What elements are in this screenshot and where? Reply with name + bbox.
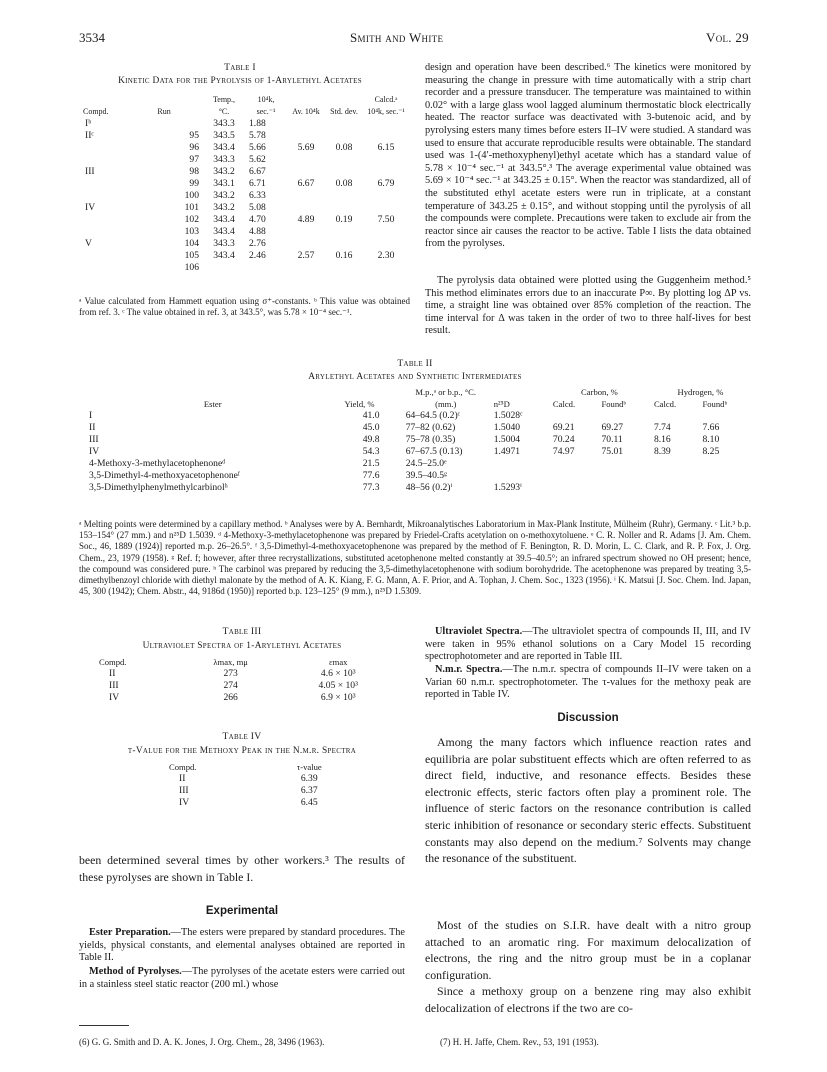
t1-calcd xyxy=(363,166,409,178)
t2-carbon-calcd xyxy=(549,410,598,422)
t1-calcd: 7.50 xyxy=(377,214,395,225)
t1-av xyxy=(287,262,325,274)
t1-k: 1.88 xyxy=(249,118,266,129)
t1-k: 5.78 xyxy=(249,130,266,141)
t1-av xyxy=(287,130,325,142)
table1 xyxy=(79,94,409,274)
t2-hydrogen-found xyxy=(698,482,751,494)
method-of-pyrolyses-text: —The pyrolyses of the acetate esters were carried out in a stainless steel static reactor (200 ml.) whose xyxy=(79,966,405,990)
t1-h-calcd: Calcd.ᵃ 10⁴k, sec.⁻¹ xyxy=(367,95,405,116)
t2-mp: 75–78 (0.35) xyxy=(405,434,456,445)
t1-h-std: Std. dev. xyxy=(330,107,358,116)
t1-temp: 343.2 xyxy=(213,166,235,177)
t4-compd: II xyxy=(179,773,186,784)
uv-paragraph: Ultraviolet Spectra.—The ultraviolet spectra of compounds II, III, and IV were taken in 95% ethanol solutions on a Cary Model 15 recording spectrophotometer and are reported in Table III. xyxy=(425,626,751,663)
table1-row xyxy=(79,262,409,274)
table1-row xyxy=(79,214,409,226)
t4-compd: III xyxy=(179,785,189,796)
t2-carbon-calcd xyxy=(549,470,598,482)
t3-h-compd: Compd. xyxy=(99,657,127,667)
t1-av xyxy=(287,190,325,202)
t1-compd xyxy=(79,190,153,202)
t1-temp: 343.3 xyxy=(213,118,235,129)
t2-hydrogen-found: 7.66 xyxy=(702,422,720,433)
t2-carbon-found xyxy=(597,482,649,494)
t1-std xyxy=(325,202,363,214)
t2-carbon-calcd xyxy=(549,458,598,470)
t2-carbon-found: 75.01 xyxy=(601,446,624,457)
t2-nd: 1.5040 xyxy=(493,422,521,433)
t1-std: 0.19 xyxy=(335,214,353,225)
table1-row xyxy=(79,130,409,142)
table2-row xyxy=(85,434,751,446)
table4 xyxy=(165,761,355,809)
t4-h-compd: Compd. xyxy=(169,762,197,772)
table3-row xyxy=(95,692,395,704)
t4-compd: IV xyxy=(179,797,190,808)
discussion-para-3: Since a methoxy group on a benzene ring may also exhibit delocalization of electrons if the two are co- xyxy=(425,984,751,1015)
t2-nd xyxy=(490,458,549,470)
discussion-para-1: Among the many factors which influence reaction rates and equilibria are polar substituent effects which are often referred to as direct field, inductive, and resonance effects. Besides these electronic effects, steric factors often play a prominent role. The influence of steric factors on the resonance contribution is called steric inhibition of resonance or secondary steric effects. Substituent constants may also depend on the medium.⁷ Solvents may change the resonance of the substituent. xyxy=(425,735,751,866)
ester-preparation: Ester Preparation.—The esters were prepared by standard procedures. The yields, physical constants, and elemental analyses obtained are reported in Table II. xyxy=(79,927,405,964)
t2-nd: 1.5293ⁱ xyxy=(493,482,522,493)
t2-yield: 21.5 xyxy=(362,458,380,469)
t2-mp: 39.5–40.5ᵍ xyxy=(405,470,447,481)
t1-run xyxy=(153,118,203,130)
t2-hydrogen-found xyxy=(698,470,751,482)
table2-caption: Arylethyl Acetates and Synthetic Intermediates xyxy=(308,372,522,382)
t1-temp: 343.5 xyxy=(213,130,235,141)
t1-calcd: 6.15 xyxy=(377,142,395,153)
t3-emax: 6.9 × 10³ xyxy=(320,692,356,703)
t2-ester: 3,5-Dimethyl-4-methoxyacetophenoneᶠ xyxy=(89,470,240,481)
t1-run: 96 xyxy=(189,142,199,153)
t1-temp: 343.3 xyxy=(213,154,235,165)
t1-std xyxy=(325,118,363,130)
t1-calcd xyxy=(363,238,409,250)
table4-title: Table IV xyxy=(222,731,262,742)
t1-k: 6.33 xyxy=(249,190,266,201)
t1-k xyxy=(245,262,287,274)
t2-ester: II xyxy=(89,422,96,433)
t2-carbon-found xyxy=(597,410,649,422)
t2-carbon-found: 70.11 xyxy=(601,434,623,445)
nmr-paragraph-text: —The n.m.r. spectra of compounds II–IV were taken on a Varian 60 n.m.r. spectrophotometer. The τ-values for the methoxy peak are reported in Table IV. xyxy=(425,664,751,701)
left-continuation: been determined several times by other workers.³ The results of these pyrolyses are shown in Table I. xyxy=(79,853,405,884)
t2-carbon-found: 69.27 xyxy=(601,422,624,433)
nmr-paragraph: N.m.r. Spectra.—The n.m.r. spectra of compounds II–IV were taken on a Varian 60 n.m.r. spectrophotometer. The τ-values for the methoxy peak are reported in Table IV. xyxy=(425,664,751,701)
t1-temp: 343.4 xyxy=(213,142,235,153)
t1-calcd: 2.30 xyxy=(377,250,395,261)
t2-ester: I xyxy=(89,410,93,421)
table1-row xyxy=(79,166,409,178)
table2-row xyxy=(85,482,751,494)
t1-std xyxy=(325,154,363,166)
volume-label: Vol. 29 xyxy=(706,30,749,45)
t2-yield: 49.8 xyxy=(362,434,380,445)
t2-yield: 77.3 xyxy=(362,482,380,493)
t1-compd xyxy=(79,154,153,166)
t2-nd xyxy=(490,470,549,482)
footnote-6: (6) G. G. Smith and D. A. K. Jones, J. Org. Chem., 28, 3496 (1963). xyxy=(79,1037,325,1047)
t2-ester: 3,5-Dimethylphenylmethylcarbinolʰ xyxy=(89,482,228,493)
t1-std xyxy=(325,238,363,250)
t2-yield: 77.6 xyxy=(362,470,380,481)
t1-av xyxy=(287,202,325,214)
t1-temp: 343.4 xyxy=(213,214,235,225)
table4-row xyxy=(165,773,355,785)
t1-compd xyxy=(79,226,153,238)
t4-tau: 6.39 xyxy=(300,773,318,784)
t3-compd: IV xyxy=(109,692,120,703)
t2-mp: 24.5–25.0ᵉ xyxy=(405,458,447,469)
t2-hydrogen-calcd: 7.74 xyxy=(653,422,671,433)
t1-compd xyxy=(79,142,153,154)
t1-h-av: Av. 10⁴k xyxy=(292,107,320,116)
t1-compd: III xyxy=(85,166,95,177)
t1-std: 0.16 xyxy=(335,250,353,261)
table3-row xyxy=(95,668,395,680)
t1-std: 0.08 xyxy=(335,142,353,153)
table1-footnote: ᵃ Value calculated from Hammett equation using σ⁺-constants. ᵇ This value was obtained from ref. 3. ᶜ The value obtained in ref. 3, at 343.5°, was 5.78 × 10⁻⁴ sec.⁻¹. xyxy=(79,296,410,318)
t2-hydrogen-found xyxy=(698,410,751,422)
t1-run: 105 xyxy=(184,250,199,261)
t2-hydrogen-calcd: 8.16 xyxy=(653,434,671,445)
t1-run: 98 xyxy=(189,166,199,177)
footnote-7: (7) H. H. Jaffe, Chem. Rev., 53, 191 (1953). xyxy=(440,1037,599,1047)
t1-k: 5.62 xyxy=(249,154,266,165)
t2-yield: 54.3 xyxy=(362,446,380,457)
t2-mp: 77–82 (0.62) xyxy=(405,422,456,433)
table3-row xyxy=(95,680,395,692)
experimental-heading: Experimental xyxy=(205,905,279,917)
t1-std xyxy=(325,262,363,274)
t1-temp: 343.4 xyxy=(213,226,235,237)
running-title: Smith and White xyxy=(350,30,444,45)
table1-caption: Kinetic Data for the Pyrolysis of 1-Arylethyl Acetates xyxy=(118,76,362,86)
table3 xyxy=(95,656,395,704)
table3-title: Table III xyxy=(222,626,262,637)
t1-av: 6.67 xyxy=(297,178,315,189)
t2-hydrogen-calcd xyxy=(650,470,699,482)
t2-nd: 1.5028ᶜ xyxy=(493,410,523,421)
t1-compd: IV xyxy=(85,202,96,213)
t3-lmax: 274 xyxy=(223,680,238,691)
t2-h-ester: Ester xyxy=(203,399,222,409)
discussion-heading: Discussion xyxy=(557,712,619,724)
table2-footnote: ᵃ Melting points were determined by a capillary method. ᵇ Analyses were by A. Bernhardt, Mikroanalytisches Laboratorium in Max-Plank Institute, Mülheim (Ruhr), Germany. ᶜ Lit.³ b.p. 153–154° (27 mm.) and n²⁵D 1.5039. ᵈ 4-Methoxy-3-methylacetophenone was prepared by Friedel-Crafts acetylation on o-methoxytoluene. ᵉ C. R. Noller and R. Adams [J. Am. Chem. Soc., 46, 1889 (1924)] reported m.p. 26–26.5°. ᶠ 3,5-Dimethyl-4-methoxyacetophenone was prepared by the method of F. Benington, R. D. Morin, L. C. Clark, and R. P. Fox, J. Org. Chem., 23, 1979 (1958). ᵍ Ref. f; however, after three recrystallizations, substituted acetophenone melted constantly at 39.5–40.5°; an infrared spectrum showed no OH present; hence, the compound was considered pure. ʰ The carbinol was prepared by reducing the 3,5-dimethylacetophenone with sodium borohydride. The acetophenone was prepared by treating 3,5-dimethylbenzoyl chloride with diethyl malonate by the method of A. K. Kiang, F. G. Mann, A. F. Prior, and A. Tophan, J. Chem. Soc., 1323 (1956). ⁱ K. Matsui [J. Soc. Chem. Ind. Japan, 45, 300 (1942); Chem. Abstr., 44, 9186d (1950)] reported b.p. 123–125° (9 mm.), n²⁵D 1.5309. xyxy=(79,519,751,597)
t1-run: 103 xyxy=(184,226,199,237)
t1-av xyxy=(287,226,325,238)
t1-calcd xyxy=(363,130,409,142)
table1-row xyxy=(79,226,409,238)
t1-calcd xyxy=(363,226,409,238)
table1-row xyxy=(79,238,409,250)
table1-row xyxy=(79,154,409,166)
t1-av xyxy=(287,118,325,130)
table2-row xyxy=(85,470,751,482)
table1-row xyxy=(79,142,409,154)
t2-yield: 41.0 xyxy=(362,410,380,421)
table1-row xyxy=(79,118,409,130)
t1-std xyxy=(325,226,363,238)
t2-hydrogen-calcd xyxy=(650,410,699,422)
t2-h-carbon: Carbon, % xyxy=(581,387,618,397)
t1-calcd xyxy=(363,202,409,214)
t1-run: 106 xyxy=(184,262,199,273)
t1-calcd xyxy=(363,190,409,202)
t3-compd: II xyxy=(109,668,116,679)
t1-av: 2.57 xyxy=(297,250,315,261)
t2-h-hfound: Foundᵇ xyxy=(702,399,728,409)
t1-temp: 343.3 xyxy=(213,238,235,249)
t1-k: 4.88 xyxy=(249,226,266,237)
t1-temp xyxy=(203,262,245,274)
t1-temp: 343.2 xyxy=(213,202,235,213)
t2-nd: 1.4971 xyxy=(493,446,521,457)
t1-run: 100 xyxy=(184,190,199,201)
t2-h-hcalcd: Calcd. xyxy=(653,399,677,409)
t2-h-hydrogen: Hydrogen, % xyxy=(677,387,724,397)
guggenheim-paragraph: The pyrolysis data obtained were plotted using the Guggenheim method.⁵ This method eliminates errors due to an inaccurate P∞. By plotting log ΔP vs. time, a straight line was obtained over 85% completion of the reaction. The time interval for Δ was taken in the order of two to three half-lives for best result. xyxy=(425,275,751,337)
t2-mp: 64–64.5 (0.2)ᶜ xyxy=(405,410,461,421)
t2-hydrogen-calcd xyxy=(650,458,699,470)
t1-calcd: 6.79 xyxy=(377,178,395,189)
t3-lmax: 273 xyxy=(223,668,238,679)
t2-mp: 48–56 (0.2)ⁱ xyxy=(405,482,453,493)
t2-hydrogen-found: 8.10 xyxy=(702,434,720,445)
t3-h-lmax: λmax, mμ xyxy=(213,657,248,667)
table1-row xyxy=(79,202,409,214)
table2-row xyxy=(85,422,751,434)
table2 xyxy=(85,386,751,494)
t2-carbon-calcd: 74.97 xyxy=(552,446,575,457)
t1-compd: Iᵇ xyxy=(85,118,92,129)
t1-k: 2.46 xyxy=(249,250,266,261)
t1-std xyxy=(325,190,363,202)
t1-h-compd: Compd. xyxy=(83,107,109,116)
table2-title: Table II xyxy=(397,358,433,369)
t2-hydrogen-calcd: 8.39 xyxy=(653,446,671,457)
t1-std xyxy=(325,130,363,142)
t1-run: 104 xyxy=(184,238,199,249)
method-of-pyrolyses: Method of Pyrolyses.—The pyrolyses of the acetate esters were carried out in a stainless steel static reactor (200 ml.) whose xyxy=(79,966,405,990)
t2-carbon-calcd: 69.21 xyxy=(552,422,575,433)
ester-preparation-text: —The esters were prepared by standard procedures. The yields, physical constants, and elemental analyses obtained are reported in Table II. xyxy=(79,927,405,964)
t2-ester: III xyxy=(89,434,99,445)
t3-compd: III xyxy=(109,680,119,691)
t2-carbon-calcd xyxy=(549,482,598,494)
table2-row xyxy=(85,458,751,470)
t1-k: 6.71 xyxy=(249,178,266,189)
t1-k: 4.70 xyxy=(249,214,266,225)
t1-av xyxy=(287,154,325,166)
table1-title: Table I xyxy=(224,62,256,73)
t2-h-mp: M.p.,ᵃ or b.p., °C. (mm.) xyxy=(415,387,477,409)
t3-lmax: 266 xyxy=(223,692,238,703)
t2-carbon-found xyxy=(597,470,649,482)
t1-run: 101 xyxy=(184,202,199,213)
table4-caption: τ-Value for the Methoxy Peak in the N.m.r. Spectra xyxy=(127,746,357,756)
t2-carbon-found xyxy=(597,458,649,470)
method-continuation: design and operation have been described.⁶ The kinetics were monitored by measuring the change in pressure with time automatically with a strip chart recorder and a pressure transducer. The temperature was maintained to within 0.02° with a large glass wool lagged aluminum thermostatic block electrically heated. The reactor surface was deactivated with 3-butenoic acid, and by pyrolysing esters many times before esters II–IV were studied. A standard was used to ensure that accurate reproducible results were obtainable. The standard used was 1-(4′-methoxyphenyl)ethyl acetate which has a standard value of 5.78 × 10⁻⁴ sec.⁻¹ at 343.5°.³ The average experimental value obtained was 5.69 × 10⁻⁴ sec.⁻¹ at 343.25 ± 0.15°. When the reactor was standardized, all of the substituted ethyl acetate esters were run in triplicate, at a constant temperature of 343.25 ± 0.15°, and without stopping until the pyrolysis of all the compounds were complete. Precautions were taken to exclude air from the reactor since air causes the reactor to be active. Table I lists the data obtained from the pyrolyses. xyxy=(425,62,751,250)
t1-av xyxy=(287,166,325,178)
table4-row xyxy=(165,785,355,797)
t1-k: 6.67 xyxy=(249,166,266,177)
t1-av xyxy=(287,238,325,250)
table4-row xyxy=(165,797,355,809)
t2-h-yield: Yield, % xyxy=(344,399,375,409)
table1-row xyxy=(79,250,409,262)
t1-compd xyxy=(79,250,153,262)
t1-calcd xyxy=(363,118,409,130)
t1-h-run: Run xyxy=(157,107,171,116)
t1-run: 99 xyxy=(189,178,199,189)
t2-carbon-calcd: 70.24 xyxy=(552,434,575,445)
table1-row xyxy=(79,190,409,202)
t1-h-temp: Temp., °C. xyxy=(212,95,236,116)
t2-h-ccalcd: Calcd. xyxy=(552,399,576,409)
t1-av: 5.69 xyxy=(297,142,315,153)
t2-h-nd: n²⁵D xyxy=(493,399,510,409)
t3-emax: 4.05 × 10³ xyxy=(318,680,358,691)
t1-compd xyxy=(79,214,153,226)
table2-row xyxy=(85,410,751,422)
t2-yield: 45.0 xyxy=(362,422,380,433)
page-number: 3534 xyxy=(79,30,105,45)
t1-k: 5.08 xyxy=(249,202,266,213)
t4-h-tau: τ-value xyxy=(296,762,322,772)
t2-ester: IV xyxy=(89,446,100,457)
t3-emax: 4.6 × 10³ xyxy=(320,668,356,679)
t2-nd: 1.5004 xyxy=(493,434,521,445)
t2-hydrogen-found: 8.25 xyxy=(702,446,720,457)
t2-mp: 67–67.5 (0.13) xyxy=(405,446,463,457)
t1-k: 5.66 xyxy=(249,142,266,153)
table3-caption: Ultraviolet Spectra of 1-Arylethyl Acetates xyxy=(142,641,342,651)
table2-row xyxy=(85,446,751,458)
t3-h-emax: εmax xyxy=(329,657,348,667)
t1-compd xyxy=(79,262,153,274)
t1-std xyxy=(325,166,363,178)
t1-temp: 343.4 xyxy=(213,250,235,261)
t1-std: 0.08 xyxy=(335,178,353,189)
t2-hydrogen-found xyxy=(698,458,751,470)
t1-calcd xyxy=(363,262,409,274)
discussion-para-2: Most of the studies on S.I.R. have dealt with a nitro group attached to an aromatic ring. For maximum delocalization of electrons, the ring and the nitro group must be in a coplanar configuration. xyxy=(425,918,751,982)
t4-tau: 6.37 xyxy=(300,785,318,796)
t2-hydrogen-calcd xyxy=(650,482,699,494)
t2-h-cfound: Foundᵇ xyxy=(601,399,627,409)
t1-av: 4.89 xyxy=(297,214,315,225)
t1-compd: IIᶜ xyxy=(85,130,94,141)
t1-run: 97 xyxy=(189,154,199,165)
table1-row xyxy=(79,178,409,190)
t1-calcd xyxy=(363,154,409,166)
t1-temp: 343.1 xyxy=(213,178,235,189)
footnote-rule xyxy=(79,1025,129,1026)
t1-compd: V xyxy=(85,238,92,249)
t1-temp: 343.2 xyxy=(213,190,235,201)
t1-run: 95 xyxy=(189,130,199,141)
uv-paragraph-text: —The ultraviolet spectra of compounds II, III, and IV were taken in 95% ethanol solutions on a Cary Model 15 recording spectrophotometer and are reported in Table III. xyxy=(425,626,751,663)
t2-ester: 4-Methoxy-3-methylacetophenoneᵈ xyxy=(89,458,226,469)
t1-run: 102 xyxy=(184,214,199,225)
t1-h-k: 10⁴k, sec.⁻¹ xyxy=(256,95,276,116)
t1-k: 2.76 xyxy=(249,238,266,249)
t1-compd xyxy=(79,178,153,190)
t4-tau: 6.45 xyxy=(300,797,318,808)
